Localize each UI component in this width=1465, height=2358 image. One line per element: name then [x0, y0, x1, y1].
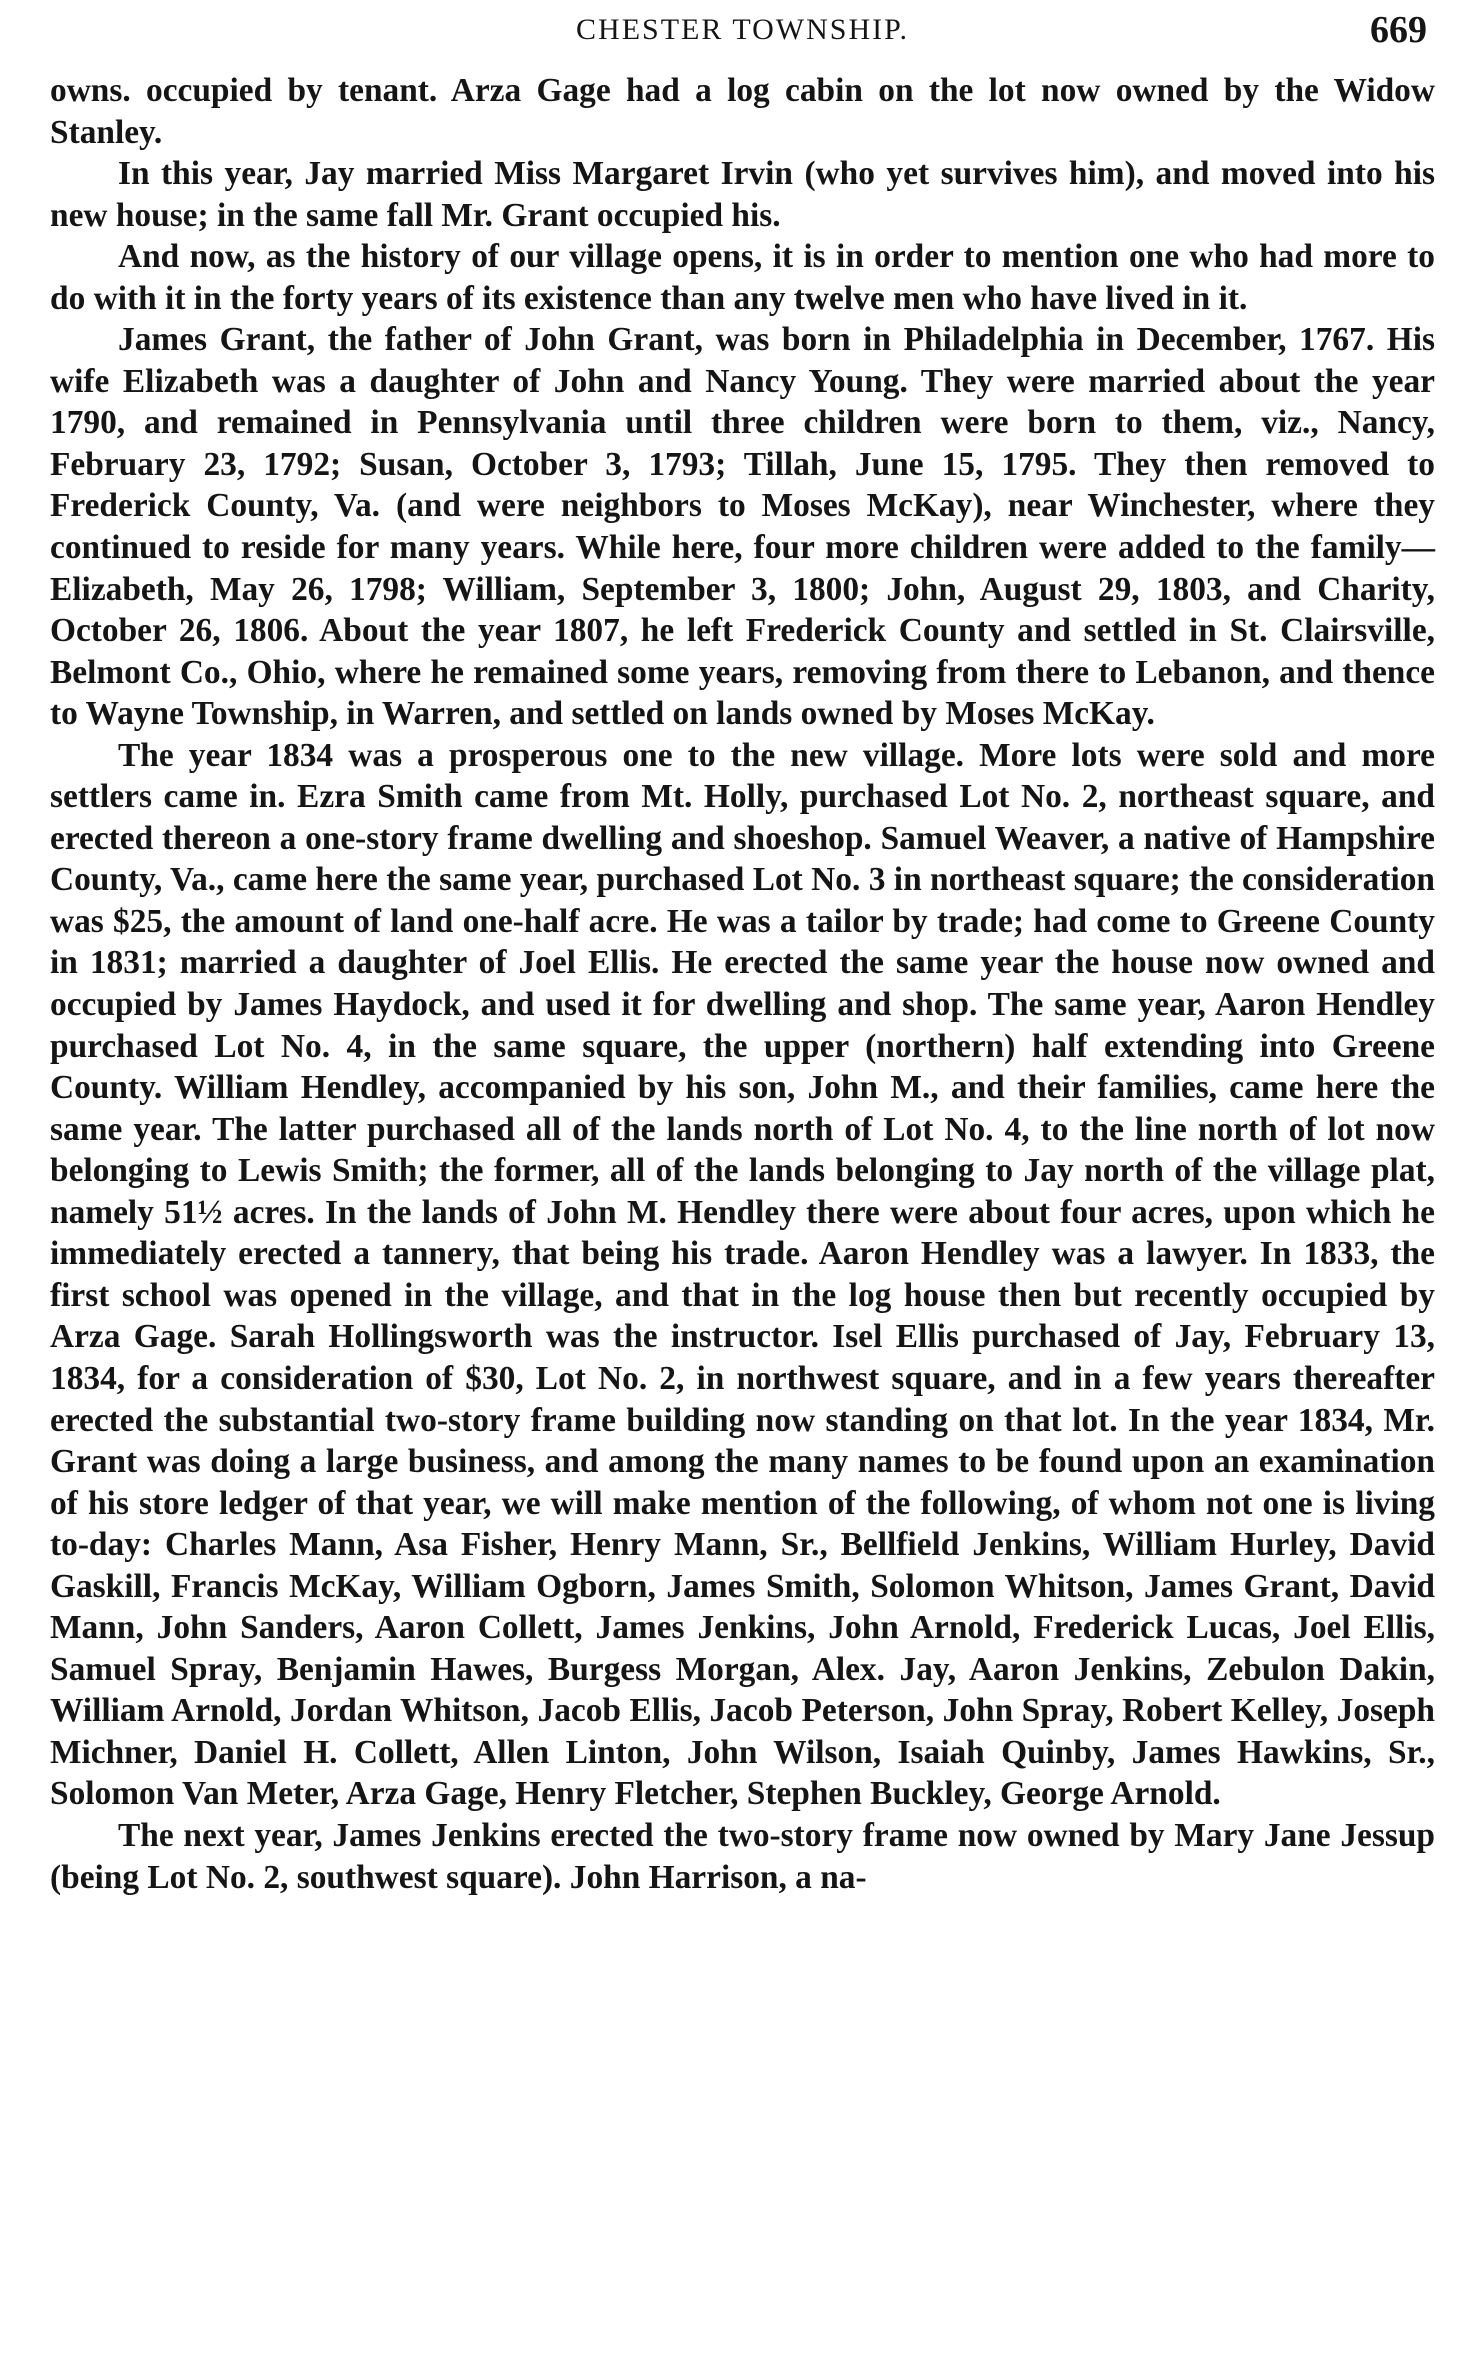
paragraph: James Grant, the father of John Grant, was born in Philadelphia in December, 1767. His wife Elizabeth was a daughter of John and Nancy Young. They were married about the year 1790, and remained in Pennsylvania until three children were born to them, viz., Nancy, February 23, 1792; Susan, October 3, 1793; Tillah, June 15, 1795. They then removed to Frederick County, Va. (and were neighbors to Moses McKay), near Winchester, where they continued to reside for many years. While here, four more children were added to the family—Elizabeth, May 26, 1798; William, September 3, 1800; John, August 29, 1803, and Charity, October 26, 1806. About the year 1807, he left Frederick County and settled in St. Clairsville, Belmont Co., Ohio, where he remained some years, removing from there to Lebanon, and thence to Wayne Township, in Warren, and settled on lands owned by Moses McKay.	[50, 321, 1435, 733]
running-header	[50, 0, 1435, 70]
paragraph: The year 1834 was a prosperous one to the new village. More lots were sold and more settlers came in. Ezra Smith came from Mt. Holly, purchased Lot No. 2, northeast square, and erected thereon a one-story frame dwelling and shoeshop. Samuel Weaver, a native of Hampshire County, Va., came here the same year, purchased Lot No. 3 in northeast square; the consideration was $25, the amount of land one-half acre. He was a tailor by trade; had come to Greene County in 1831; married a daughter of Joel Ellis. He erected the same year the house now owned and occupied by James Haydock, and used it for dwelling and shop. The same year, Aaron Hendley purchased Lot No. 4, in the same square, the upper (northern) half extending into Greene County. William Hendley, accompanied by his son, John M., and their families, came here the same year. The latter purchased all of the lands north of Lot No. 4, to the line north of lot now belonging to Lewis Smith; the former, all of the lands belonging to Jay north of the village plat, namely 51½ acres. In the lands of John M. Hendley there were about four acres, upon which he immediately erected a tannery, that being his trade. Aaron Hendley was a lawyer. In 1833, the first school was opened in the village, and that in the log house then but recently occupied by Arza Gage. Sarah Hollingsworth was the instructor. Isel Ellis purchased of Jay, February 13, 1834, for a consideration of $30, Lot No. 2, in northwest square, and in a few years thereafter erected the substantial two-story frame building now standing on that lot. In the year 1834, Mr. Grant was doing a large business, and among the many names to be found upon an examination of his store ledger of that year, we will make mention of the following, of whom not one is living to-day: Charles Mann, Asa Fisher, Henry Mann, Sr., Bellfield Jenkins, William Hurley, David Gaskill, Francis McKay, William Ogborn, James Smith, Solomon Whitson, James Grant, David Mann, John Sanders, Aaron Collett, James Jenkins, John Arnold, Frederick Lucas, Joel Ellis, Samuel Spray, Benjamin Hawes, Burgess Morgan, Alex. Jay, Aaron Jenkins, Zebulon Dakin, William Arnold, Jordan Whitson, Jacob Ellis, Jacob Peterson, John Spray, Robert Kelley, Joseph Michner, Daniel H. Collett, Allen Linton, John Wilson, Isaiah Quinby, James Hawkins, Sr., Solomon Van Meter, Arza Gage, Henry Fletcher, Stephen Buckley, George Arnold.	[50, 736, 1435, 1813]
body-text	[50, 70, 1435, 1898]
paragraph: In this year, Jay married Miss Margaret Irvin (who yet survives him), and moved into his new house; in the same fall Mr. Grant occupied his.	[50, 155, 1435, 234]
paragraph: The next year, James Jenkins erected the two-story frame now owned by Mary Jane Jessup (being Lot No. 2, southwest square). John Harrison, a na-	[50, 1816, 1435, 1896]
page-number: 669	[1370, 9, 1427, 51]
book-page	[50, 0, 1435, 2358]
paragraph-continued: owns. occupied by tenant. Arza Gage had a log cabin on the lot now owned by the Widow Stanley.	[50, 72, 1435, 151]
paragraph: And now, as the history of our village opens, it is in order to mention one who had more to do with it in the forty years of its existence than any twelve men who have lived in it.	[50, 238, 1435, 317]
running-title: CHESTER TOWNSHIP.	[576, 13, 909, 46]
